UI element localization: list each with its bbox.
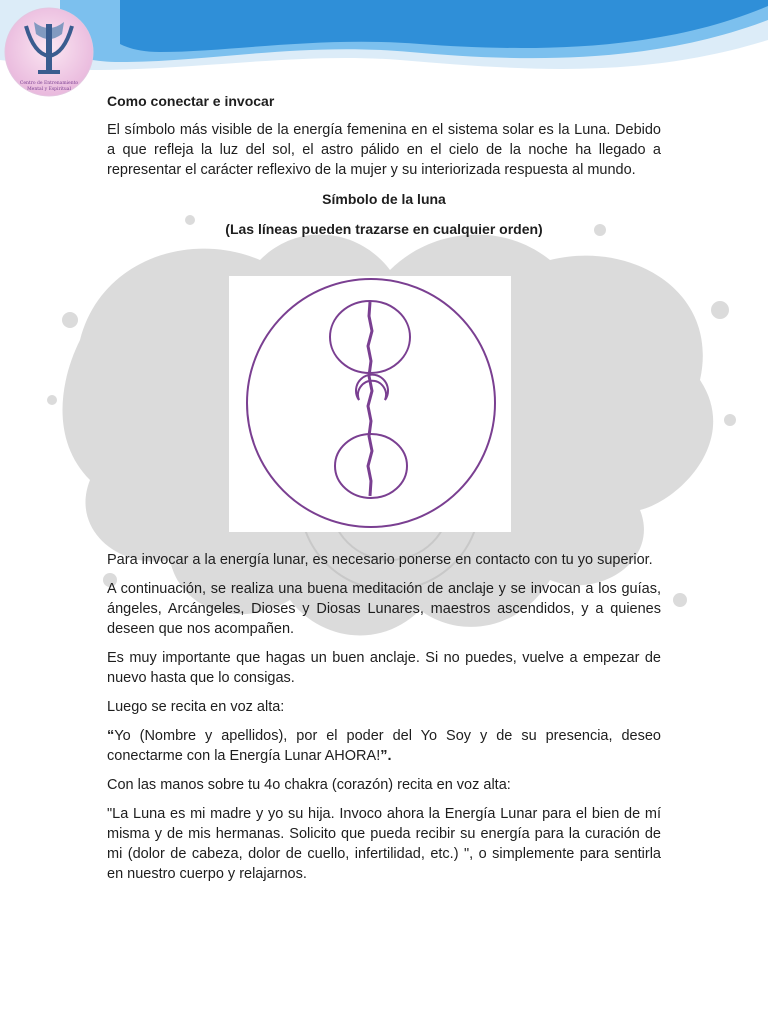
symbol-note: (Las líneas pueden trazarse en cualquier orden)	[225, 221, 543, 237]
open-quote: “	[107, 728, 115, 744]
chakra-line: Con las manos sobre tu 4o chakra (corazón) recita en voz alta:	[107, 777, 511, 793]
svg-text:Mental y Espiritual: Mental y Espiritual	[27, 87, 71, 92]
final-prayer: "La Luna es mi madre y yo su hija. Invoco ahora la Energía Lunar para el bien de mí misma y de mis hermanas. Solicito que pueda recibir su energía para la curación de mi (dolor de cabeza, dolor de cuello, infertilidad, etc.) ", o simplemente para sentirla en nuestro cuerpo y relajarnos.	[107, 806, 661, 882]
moon-symbol	[229, 276, 511, 532]
intro-paragraph: El símbolo más visible de la energía femenina en el sistema solar es la Luna. Debido a que refleja la luz del sol, el astro pálido en el cielo de la noche ha llegado a representar el carácter reflexivo de la mujer y su interiorizada respuesta al mundo.	[107, 122, 661, 178]
moon-symbol-icon	[229, 276, 511, 532]
symbol-title: Símbolo de la luna	[322, 191, 446, 207]
close-quote: ”.	[380, 748, 392, 764]
paragraph-3: Es muy importante que hagas un buen anclaje. Si no puedes, vuelve a empezar de nuevo hasta que lo consigas.	[107, 650, 661, 686]
content-bottom	[107, 550, 661, 893]
paragraph-4: Luego se recita en voz alta:	[107, 699, 285, 715]
paragraph-2: A continuación, se realiza una buena meditación de anclaje y se invocan a los guías, ángeles, Arcángeles, Dioses y Diosas Lunares, maestros ascendidos, y a quienes deseen que nos acompañen.	[107, 581, 661, 637]
paragraph-1: Para invocar a la energía lunar, es necesario ponerse en contacto con tu yo superior.	[107, 552, 653, 568]
invocation-quote	[107, 726, 661, 766]
svg-text:Centro de Entrenamiento: Centro de Entrenamiento	[19, 81, 79, 86]
logo	[4, 4, 94, 100]
content-top	[107, 92, 661, 250]
section-heading: Como conectar e invocar	[107, 93, 275, 109]
invocation-text: Yo (Nombre y apellidos), por el poder del Yo Soy y de su presencia, deseo conectarme con la Energía Lunar AHORA!	[107, 728, 661, 764]
